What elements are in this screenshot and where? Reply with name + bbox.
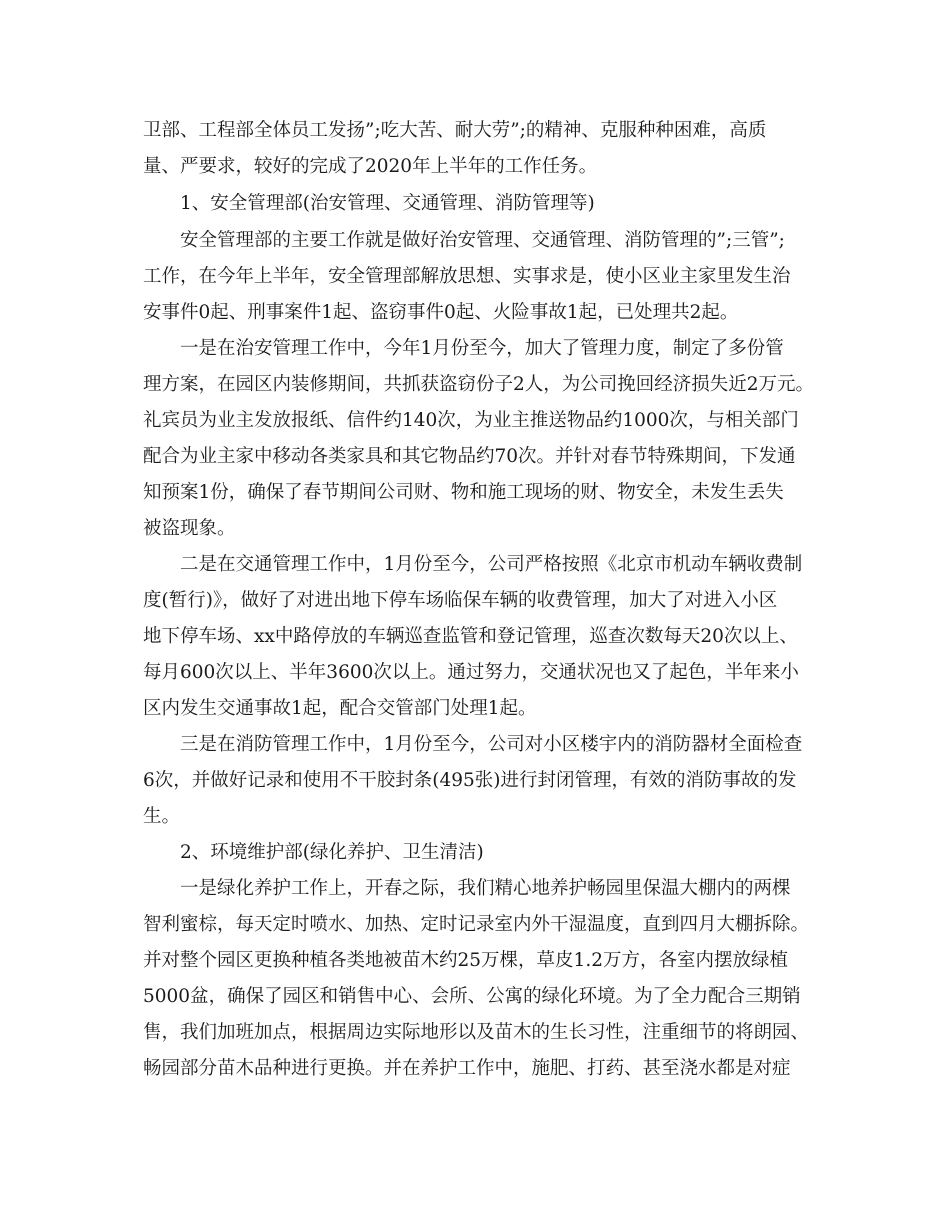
text-line: 地下停车场、xx中路停放的车辆巡查监管和登记管理，巡查次数每天20次以上、 [143,626,798,647]
section-heading: 1、安全管理部(治安管理、交通管理、消防管理等) [180,193,595,214]
text-line: 配合为业主家中移动各类家具和其它物品约70次。并针对春节特殊期间，下发通 [143,446,796,467]
text-line: 被盗现象。 [143,518,236,539]
text-line: 并对整个园区更换种植各类地被苗木约25万棵，草皮1.2万方，各室内摆放绿植 [143,950,788,971]
text-line: 生。 [143,806,181,827]
text-line: 安事件0起、刑事案件1起、盗窃事件0起、火险事故1起，已处理共2起。 [143,302,739,323]
text-line: 三是在消防管理工作中，1月份至今，公司对小区楼宇内的消防器材全面检查 [180,734,803,755]
text-line: 智利蜜棕，每天定时喷水、加热、定时记录室内外干湿温度，直到四月大棚拆除。 [143,914,810,935]
text-line: 6次，并做好记录和使用不干胶封条(495张)进行封闭管理，有效的消防事故的发 [143,770,797,791]
text-line: 5000盆，确保了园区和销售中心、会所、公寓的绿化环境。为了全力配合三期销 [143,986,801,1007]
text-line: 礼宾员为业主发放报纸、信件约140次，为业主推送物品约1000次，与相关部门 [143,410,799,431]
text-line: 一是绿化养护工作上，开春之际，我们精心地养护畅园里保温大棚内的两棵 [180,878,791,899]
text-line: 二是在交通管理工作中，1月份至今，公司严格按照《北京市机动车辆收费制 [180,554,803,575]
text-line: 工作，在今年上半年，安全管理部解放思想、实事求是，使小区业主家里发生治 [143,266,791,287]
text-line: 量、严要求，较好的完成了2020年上半年的工作任务。 [143,156,598,177]
text-line: 安全管理部的主要工作就是做好治安管理、交通管理、消防管理的”;三管”; [180,230,785,251]
text-line: 畅园部分苗木品种进行更换。并在养护工作中，施肥、打药、甚至浇水都是对症 [143,1058,791,1079]
text-line: 卫部、工程部全体员工发扬”;吃大苦、耐大劳”;的精神、克服种种困难，高质 [143,120,767,141]
section-heading: 2、环境维护部(绿化养护、卫生清洁) [180,842,484,863]
text-line: 知预案1份，确保了春节期间公司财、物和施工现场的财、物安全，未发生丢失 [143,482,784,503]
text-line: 区内发生交通事故1起，配合交管部门处理1起。 [143,698,537,719]
text-line: 一是在治安管理工作中，今年1月份至今，加大了管理力度，制定了多份管 [180,338,784,359]
text-line: 度(暂行)》，做好了对进出地下停车场临保车辆的收费管理，加大了对进入小区 [143,590,778,611]
text-line: 售，我们加班加点，根据周边实际地形以及苗木的生长习性，注重细节的将朗园、 [143,1022,810,1043]
text-line: 每月600次以上、半年3600次以上。通过努力，交通状况也又了起色，半年来小 [143,662,799,683]
text-line: 理方案，在园区内装修期间，共抓获盗窃份子2人，为公司挽回经济损失近2万元。 [143,374,815,395]
